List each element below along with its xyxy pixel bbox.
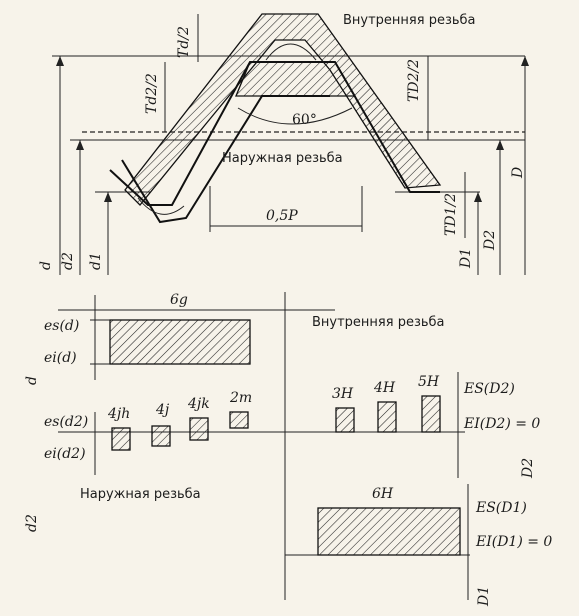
TD1-half-label: TD1/2	[443, 192, 459, 236]
EI-D1-label: EI(D1) = 0	[476, 534, 553, 550]
dim-d2-label: d2	[60, 252, 76, 270]
EI-D2-label: EI(D2) = 0	[464, 416, 541, 432]
axis-d2-label: d2	[24, 514, 40, 532]
dim-d1-label: d1	[88, 252, 104, 270]
flank-angle-label: 60°	[292, 112, 317, 128]
field-4j-label: 4j	[156, 402, 170, 418]
field-4jh-label: 4jh	[108, 406, 131, 422]
half-pitch-label: 0,5P	[266, 208, 298, 224]
field-4jk-box	[190, 418, 208, 440]
field-4j-box	[152, 426, 170, 446]
dim-d-label: d	[38, 261, 54, 270]
dim-D1-arrow	[474, 192, 482, 202]
dim-D1-label: D1	[458, 247, 474, 268]
field-6H-label: 6H	[372, 486, 394, 502]
internal-thread-tolerance-zone	[125, 14, 440, 205]
external-thread-label-top: Наружная резьба	[222, 151, 343, 166]
field-5H-label: 5H	[418, 374, 440, 390]
dim-D2-arrow	[496, 140, 504, 150]
dim-d1-arrow	[104, 192, 112, 202]
dim-D2-label: D2	[482, 229, 498, 250]
ES-D1-label: ES(D1)	[476, 500, 527, 516]
field-4H-label: 4H	[374, 380, 396, 396]
field-2m-label: 2m	[230, 390, 253, 406]
dim-D-label: D	[510, 166, 526, 178]
field-3H-label: 3H	[332, 386, 354, 402]
field-4jk-label: 4jk	[188, 396, 210, 412]
ei-d-label: ei(d)	[44, 350, 77, 366]
axis-D2-label: D2	[520, 457, 536, 478]
dim-D-arrow	[521, 56, 529, 66]
axis-d-label: d	[24, 376, 40, 385]
field-6g-box	[110, 320, 250, 364]
td-half-label: Td/2	[176, 26, 192, 58]
field-2m-box	[230, 412, 248, 428]
axis-D1-label: D1	[476, 585, 492, 606]
dim-d2-arrow	[76, 140, 84, 150]
field-6H-box	[318, 508, 460, 555]
td2-half-label: Td2/2	[144, 73, 160, 114]
external-thread-label-bottom: Наружная резьба	[80, 487, 201, 502]
field-5H-box	[422, 396, 440, 432]
crest-arc	[266, 44, 316, 60]
dim-d-arrow	[56, 56, 64, 66]
internal-thread-label-bottom: Внутренняя резьба	[312, 315, 445, 330]
es-d2-label: es(d2)	[44, 414, 89, 430]
TD2-half-label: TD2/2	[406, 58, 422, 102]
field-3H-box	[336, 408, 354, 432]
tolerance-fields-diagram	[24, 292, 552, 607]
root-arc	[138, 198, 184, 214]
field-6g-label: 6g	[170, 292, 188, 308]
ES-D2-label: ES(D2)	[464, 381, 515, 397]
internal-thread-label-top: Внутренняя резьба	[343, 13, 476, 28]
es-d-label: es(d)	[44, 318, 80, 334]
ei-d2-label: ei(d2)	[44, 446, 86, 462]
field-4jh-box	[112, 428, 130, 450]
thread-profile-diagram	[38, 13, 529, 275]
field-4H-box	[378, 402, 396, 432]
